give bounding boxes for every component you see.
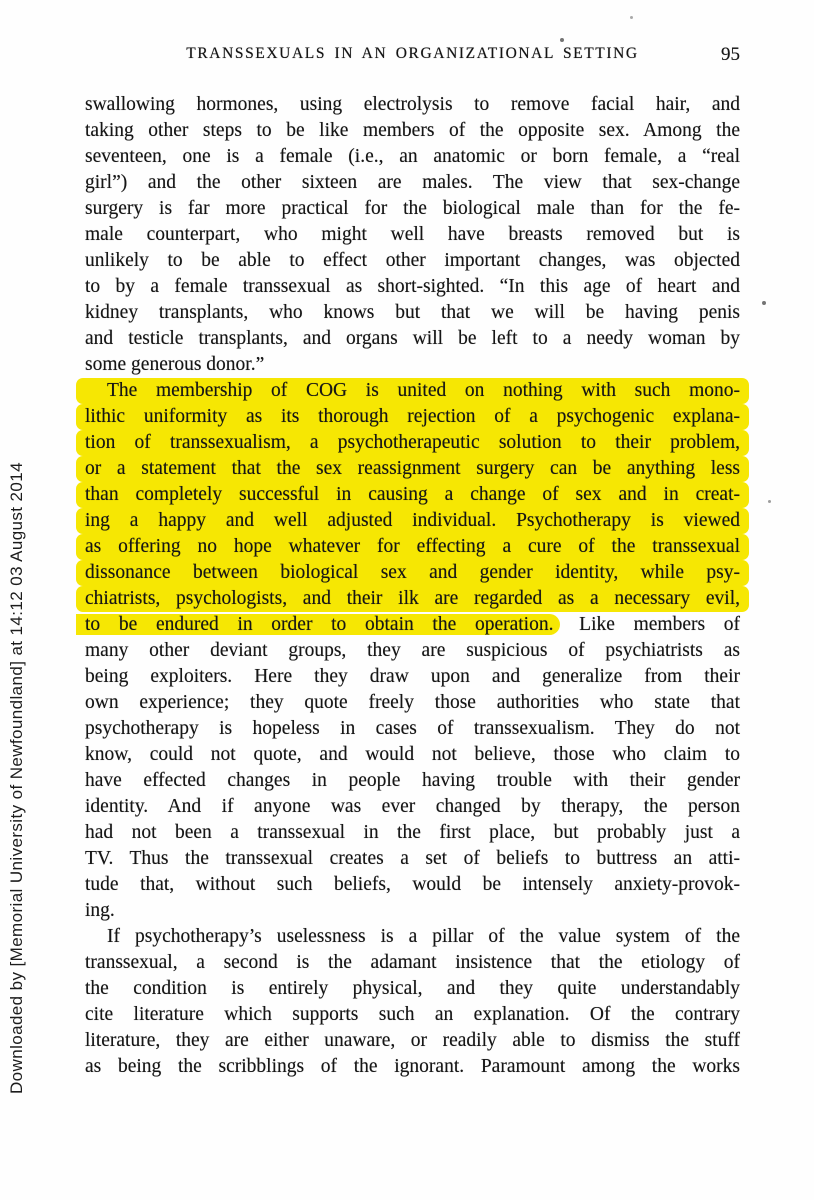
text-segment: have effected changes in people having trouble with their gender <box>85 770 740 791</box>
text-line <box>85 820 740 846</box>
text-segment: TV. Thus the transsexual creates a set of beliefs to buttress an atti- <box>85 848 740 869</box>
text-segment: girl”) and the other sixteen are males. The view that sex-change <box>85 172 740 193</box>
highlighted-text-line <box>76 404 749 430</box>
text-segment: male counterpart, who might well have breasts removed but is <box>85 224 740 245</box>
text-segment: kidney transplants, who knows but that we will be having penis <box>85 302 740 323</box>
text-segment: many other deviant groups, they are suspicious of psychiatrists as <box>85 640 740 661</box>
highlighted-text-line <box>76 534 749 560</box>
text-segment: surgery is far more practical for the biological male than for the fe- <box>85 198 740 219</box>
scan-speck <box>768 500 771 503</box>
text-line <box>85 352 740 378</box>
highlighted-text-line <box>76 508 749 534</box>
text-line <box>85 274 740 300</box>
text-segment: own experience; they quote freely those authorities who state that <box>85 692 740 713</box>
text-segment: unlikely to be able to effect other important changes, was objected <box>85 250 740 271</box>
text-segment: swallowing hormones, using electrolysis to remove facial hair, and <box>85 94 740 115</box>
text-segment: identity. And if anyone was ever changed by therapy, the person <box>85 796 740 817</box>
running-title: TRANSSEXUALS IN AN ORGANIZATIONAL SETTING <box>186 45 639 62</box>
highlight-segment: tion of transsexualism, a psychotherapeutic solution to their problem, <box>85 432 740 453</box>
highlighted-text-line <box>76 560 749 586</box>
text-line <box>85 326 740 352</box>
text-line <box>85 846 740 872</box>
text-segment: to by a female transsexual as short-sighted. “In this age of heart and <box>85 276 740 297</box>
text-segment: know, could not quote, and would not believe, those who claim to <box>85 744 740 765</box>
text-line <box>85 872 740 898</box>
page-lines <box>85 92 740 1080</box>
text-line <box>85 794 740 820</box>
text-segment: some generous donor.” <box>85 354 265 375</box>
scan-speck <box>630 16 633 19</box>
text-line <box>85 118 740 144</box>
page-header <box>85 45 740 65</box>
text-segment: tude that, without such beliefs, would be intensely anxiety-provok- <box>85 874 740 895</box>
highlighted-text-line <box>76 456 749 482</box>
highlight-segment: chiatrists, psychologists, and their ilk are regarded as a necessary evil, <box>85 588 740 609</box>
text-line <box>85 924 740 950</box>
highlighted-text-line <box>85 612 740 638</box>
text-segment: literature, they are either unaware, or readily able to dismiss the stuff <box>85 1030 740 1051</box>
text-segment: the condition is entirely physical, and they quite understandably <box>85 978 740 999</box>
text-segment: and testicle transplants, and organs will be left to a needy woman by <box>85 328 740 349</box>
text-segment: If psychotherapy’s uselessness is a pillar of the value system of the <box>107 926 740 947</box>
text-line <box>85 196 740 222</box>
download-watermark: Downloaded by [Memorial University of Newfoundland] at 14:12 03 August 2014 <box>7 462 26 1094</box>
highlighted-text-line <box>76 482 749 508</box>
text-line <box>85 1002 740 1028</box>
highlight-segment: dissonance between biological sex and gender identity, while psy- <box>85 562 740 583</box>
text-line <box>85 170 740 196</box>
highlight-segment: or a statement that the sex reassignment surgery can be anything less <box>85 458 740 479</box>
text-segment: seventeen, one is a female (i.e., an anatomic or born female, a “real <box>85 146 740 167</box>
highlighted-text-line <box>76 378 749 404</box>
text-segment: ing. <box>85 900 115 921</box>
scan-speck <box>762 301 766 305</box>
text-line <box>85 690 740 716</box>
text-line <box>85 898 740 924</box>
highlight-segment: The membership of COG is united on nothing with such mono- <box>107 380 740 401</box>
page-number: 95 <box>721 44 740 65</box>
highlighted-text-line <box>76 586 749 612</box>
text-line <box>85 92 740 118</box>
text-line <box>85 222 740 248</box>
text-line <box>85 248 740 274</box>
text-line <box>85 1028 740 1054</box>
text-segment: taking other steps to be like members of the opposite sex. Among the <box>85 120 740 141</box>
text-line <box>85 976 740 1002</box>
text-line <box>85 664 740 690</box>
text-line <box>85 716 740 742</box>
highlight-segment: lithic uniformity as its thorough rejection of a psychogenic explana- <box>85 406 740 427</box>
text-segment: as being the scribblings of the ignorant. Paramount among the works <box>85 1056 740 1077</box>
text-line <box>85 950 740 976</box>
text-segment: cite literature which supports such an explanation. Of the contrary <box>85 1004 740 1025</box>
text-segment: had not been a transsexual in the first place, but probably just a <box>85 822 740 843</box>
text-line <box>85 300 740 326</box>
text-line <box>85 638 740 664</box>
highlight-segment: to be endured in order to obtain the operation. <box>76 614 560 635</box>
highlight-segment: ing a happy and well adjusted individual. Psychotherapy is viewed <box>85 510 740 531</box>
scan-speck <box>560 38 564 42</box>
text-line <box>85 144 740 170</box>
text-segment: transsexual, a second is the adamant insistence that the etiology of <box>85 952 740 973</box>
text-segment: being exploiters. Here they draw upon and generalize from their <box>85 666 740 687</box>
highlight-segment: than completely successful in causing a change of sex and in creat- <box>85 484 740 505</box>
highlight-segment: as offering no hope whatever for effecting a cure of the transsexual <box>85 536 740 557</box>
text-segment: psychotherapy is hopeless in cases of transsexualism. They do not <box>85 718 740 739</box>
text-line <box>85 742 740 768</box>
highlighted-text-line <box>76 430 749 456</box>
text-segment: Like members of <box>560 614 740 635</box>
text-line <box>85 768 740 794</box>
text-line <box>85 1054 740 1080</box>
